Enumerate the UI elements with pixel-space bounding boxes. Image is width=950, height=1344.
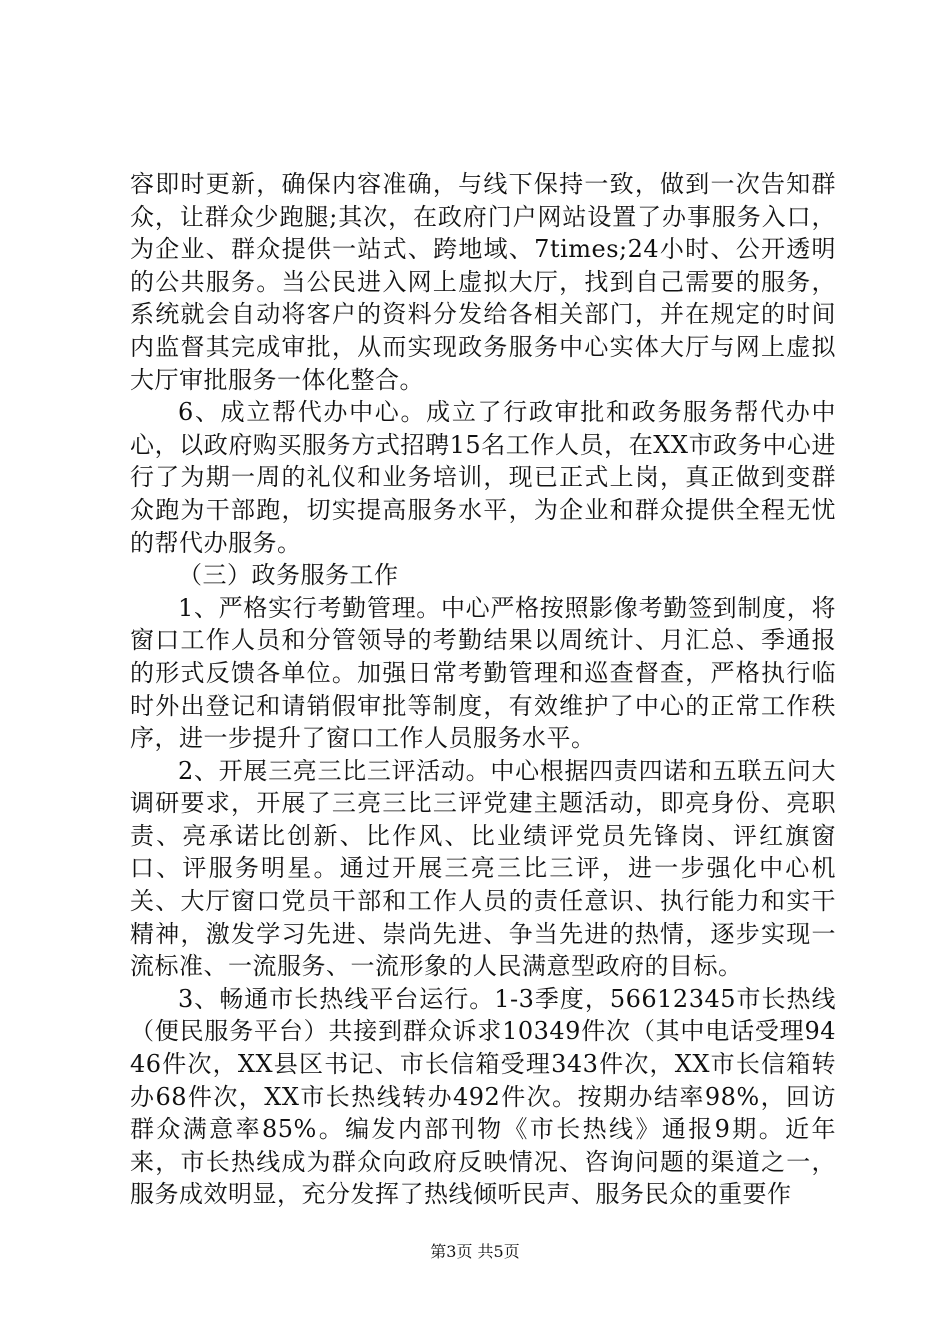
paragraph-three-activities: 2、开展三亮三比三评活动。中心根据四责四诺和五联五问大调研要求，开展了三亮三比三评党建主题活动，即亮身份、亮职责、亮承诺比创新、比作风、比业绩评党员先锋岗、评红旗窗口、评服务明星。通过开展三亮三比三评，进一步强化中心机关、大厅窗口党员干部和工作人员的责任意识、执行能力和实干精神，激发学习先进、崇尚先进、争当先进的热情，逐步实现一流标准、一流服务、一流形象的人民满意型政府的目标。 bbox=[130, 756, 836, 981]
paragraph-help-agency-center: 6、成立帮代办中心。成立了行政审批和政务服务帮代办中心，以政府购买服务方式招聘15名工作人员，在XX市政务中心进行了为期一周的礼仪和业务培训，现已正式上岗，真正做到变群众跑为干部跑，切实提高服务水平，为企业和群众提供全程无忧的帮代办服务。 bbox=[130, 398, 836, 557]
document-body bbox=[130, 168, 836, 1211]
page-number-footer: 第3页 共5页 bbox=[430, 1242, 520, 1261]
paragraph-continuation: 容即时更新，确保内容准确，与线下保持一致，做到一次告知群众，让群众少跑腿;其次，在政府门户网站设置了办事服务入口，为企业、群众提供一站式、跨地域、7times;24小时、公开透明的公共服务。当公民进入网上虚拟大厅，找到自己需要的服务，系统就会自动将客户的资料分发给各相关部门，并在规定的时间内监督其完成审批，从而实现政务服务中心实体大厅与网上虚拟大厅审批服务一体化整合。 bbox=[130, 170, 836, 394]
paragraph-attendance-management: 1、严格实行考勤管理。中心严格按照影像考勤签到制度，将窗口工作人员和分管领导的考勤结果以周统计、月汇总、季通报的形式反馈各单位。加强日常考勤管理和巡查督查，严格执行临时外出登记和请销假审批等制度，有效维护了中心的正常工作秩序，进一步提升了窗口工作人员服务水平。 bbox=[130, 593, 836, 753]
paragraph-mayor-hotline: 3、畅通市长热线平台运行。1-3季度，56612345市长热线（便民服务平台）共接到群众诉求10349件次（其中电话受理9446件次，XX县区书记、市长信箱受理343件次，XX市长信箱转办68件次，XX市长热线转办492件次。按期办结率98%，回访群众满意率85%。编发内部刊物《市长热线》通报9期。近年来，市长热线成为群众向政府反映情况、咨询问题的渠道之一，服务成效明显，充分发挥了热线倾听民声、服务民众的重要作 bbox=[130, 984, 836, 1209]
section-heading-government-services: （三）政务服务工作 bbox=[178, 561, 399, 590]
